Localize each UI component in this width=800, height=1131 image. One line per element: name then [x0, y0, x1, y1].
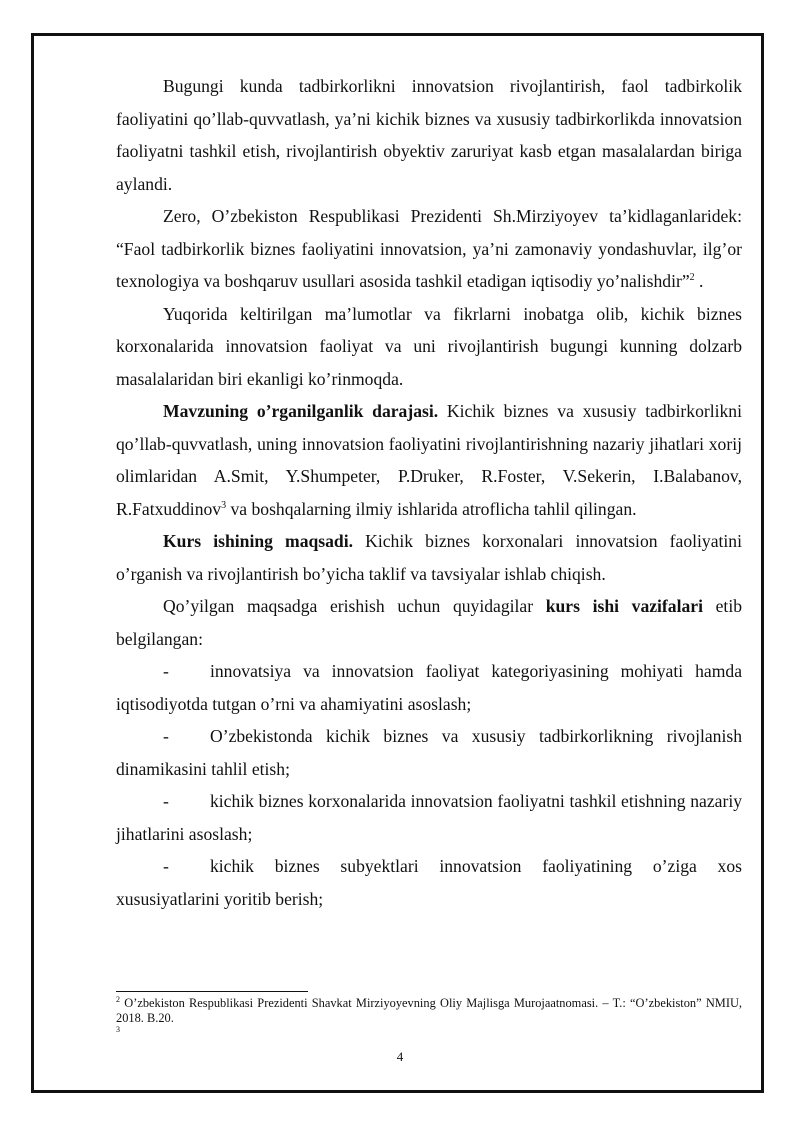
footnotes	[116, 996, 742, 1041]
footnote-3	[116, 1026, 742, 1041]
quote-end: .	[694, 271, 704, 291]
heading-goal: Kurs ishining maqsadi.	[163, 531, 353, 551]
body-text	[116, 70, 742, 915]
paragraph-tasks-intro	[116, 590, 742, 655]
study-degree-text: Kichik biznes va xususiy tadbirkorlikni qo’llab-quvvatlash, uning innovatsion faoliyatini rivojlantirishning nazariy jihatlari xorij olimlaridan A.Smit, Y.Shumpeter, P.Druker, R.Foster, V.Sekerin, I.Balabanov, R.Fatxuddinov	[116, 401, 742, 519]
paragraph-relevance: Yuqorida keltirilgan ma’lumotlar va fikrlarni inobatga olib, kichik biznes korxonalarida innovatsion faoliyat va uni rivojlantirish bugungi kunning dolzarb masalalaridan biri ekanligi ko’rinmoqda.	[116, 303, 742, 389]
tasks-heading: kurs ishi vazifalari	[545, 596, 703, 616]
study-degree-end: va boshqalarning ilmiy ishlarida atroflicha tahlil qilingan.	[226, 498, 637, 519]
footnote-ref-3[interactable]: 3	[221, 499, 227, 511]
list-dash: -	[163, 726, 169, 746]
list-dash: -	[163, 661, 169, 681]
footnote-mark: 3	[116, 1024, 120, 1034]
tasks-intro-text: Qo’yilgan maqsadga erishish uchun quyidagilar	[163, 596, 546, 616]
list-item-text: kichik biznes subyektlari innovatsion faoliyatining o’ziga xos xususiyatlarini yoritib berish;	[116, 856, 742, 909]
footnote-2	[116, 996, 742, 1026]
page-number: 4	[396, 1049, 404, 1064]
list-item	[116, 785, 742, 850]
quote-text: Zero, O’zbekiston Respublikasi Prezidenti Sh.Mirziyoyev ta’kidlaganlaridek: “Faol tadbirkorlik biznes faoliyatini innovatsion, ya’ni zamonaviy yondashuvlar, ilg’or texnologiya va boshqaruv usullari asosida tashkil etadigan iqtisodiy yo’nalishdir”	[116, 206, 742, 291]
footnote-text: O’zbekiston Respublikasi Prezidenti Shavkat Mirziyoyevning Oliy Majlisga Murojaatnomasi. – T.: “O’zbekiston” NMIU, 2018. B.20.	[116, 996, 742, 1025]
paragraph-intro: Bugungi kunda tadbirkorlikni innovatsion rivojlantirish, faol tadbirkolik faoliyatini qo’llab-quvvatlash, ya’ni kichik biznes va xususiy tadbirkorlikda innovatsion faoliyatni tashkil etish, rivojlantirish obyektiv zaruriyat kasb etgan masalalardan biriga aylandi.	[116, 76, 742, 194]
paragraph-study-degree	[116, 395, 742, 525]
list-dash: -	[163, 791, 169, 811]
goal-text: Kichik biznes korxonalari innovatsion faoliyatini o’rganish va rivojlantirish bo’yicha taklif va tavsiyalar ishlab chiqish.	[116, 531, 742, 584]
list-item	[116, 850, 742, 915]
footnote-mark: 2	[116, 994, 120, 1004]
paragraph-goal	[116, 525, 742, 590]
list-dash: -	[163, 856, 169, 876]
footnote-ref-2[interactable]: 2	[689, 272, 695, 284]
list-item-text: kichik biznes korxonalarida innovatsion faoliyatni tashkil etishning nazariy jihatlarini asoslash;	[116, 791, 742, 844]
footnote-separator	[116, 991, 308, 992]
tasks-intro-end: etib belgilangan:	[116, 596, 743, 649]
paragraph-president-quote	[116, 200, 742, 298]
list-item-text: innovatsiya va innovatsion faoliyat kategoriyasining mohiyati hamda iqtisodiyotda tutgan o’rni va ahamiyatini asoslash;	[116, 661, 742, 714]
list-item	[116, 720, 742, 785]
list-item	[116, 655, 742, 720]
heading-study-degree: Mavzuning o’rganilganlik darajasi.	[163, 401, 439, 421]
list-item-text: O’zbekistonda kichik biznes va xususiy tadbirkorlikning rivojlanish dinamikasini tahlil etish;	[116, 726, 742, 779]
